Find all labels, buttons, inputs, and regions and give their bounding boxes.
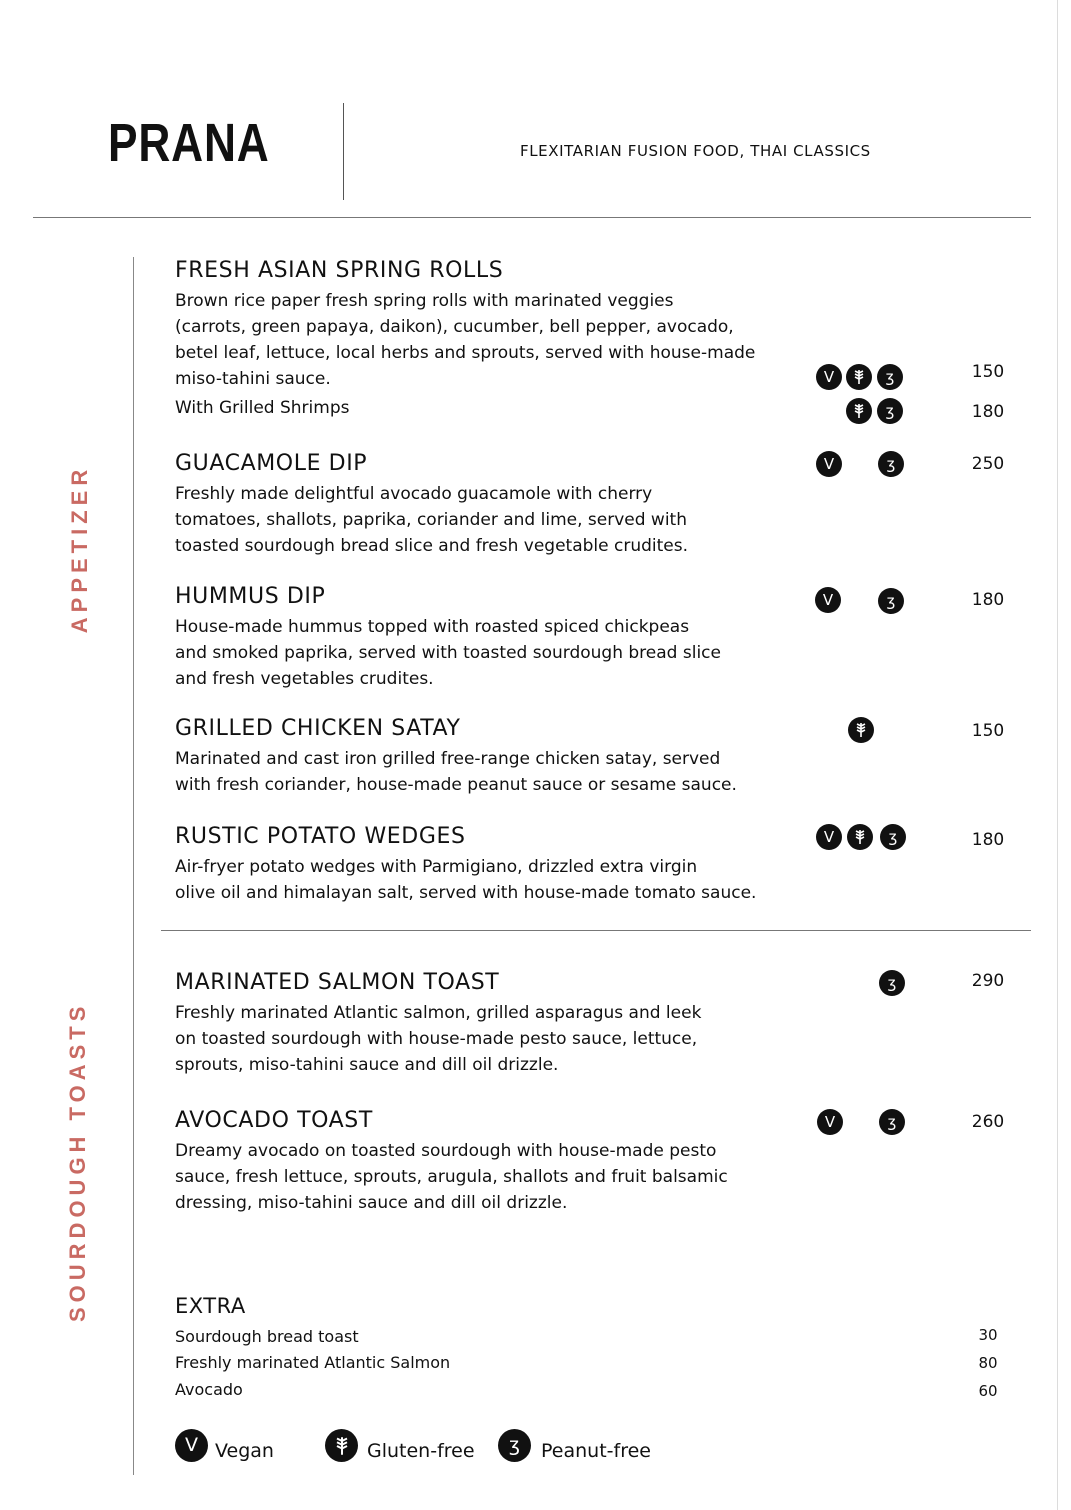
extra-title: EXTRA [175,1294,246,1318]
extra-item-name: Avocado [175,1380,243,1399]
item-description: Freshly marinated Atlantic salmon, grilled asparagus and leek on toasted sourdough with house-made pesto sauce, lettuce, sprouts, miso-tahini sauce and dill oil drizzle. [175,1003,702,1075]
peanut-free-icon: ʒ [877,398,903,424]
item-title: GRILLED CHICKEN SATAY [175,716,461,741]
section-vertical-rule [133,257,134,1475]
item-title: AVOCADO TOAST [175,1108,373,1133]
gluten-free-icon [846,364,872,390]
brand-logo: PRANA [108,113,270,173]
extra-item-price: 30 [978,1326,998,1344]
extra-item-name: Sourdough bread toast [175,1327,359,1346]
page-edge [1057,0,1058,1510]
gluten-free-icon [847,824,873,850]
item-title: HUMMUS DIP [175,584,326,609]
section-label-sourdough-toasts: SOURDOUGH TOASTS [65,1001,90,1322]
peanut-free-icon: ʒ [878,588,904,614]
gluten-free-icon [846,398,872,424]
vegan-icon: V [816,824,842,850]
item-variant-label: With Grilled Shrimps [175,398,350,418]
item-description: Freshly made delightful avocado guacamole with cherry tomatoes, shallots, paprika, coriander and lime, served with toasted sourdough bread slice and fresh vegetable crudites. [175,484,689,556]
extra-item-name: Freshly marinated Atlantic Salmon [175,1353,451,1372]
item-description: Dreamy avocado on toasted sourdough with house-made pesto sauce, fresh lettuce, sprouts, arugula, shallots and fruit balsamic dressing, miso-tahini sauce and dill oil drizzle. [175,1141,728,1213]
item-title: GUACAMOLE DIP [175,451,368,476]
item-description: Marinated and cast iron grilled free-range chicken satay, served with fresh coriander, house-made peanut sauce or sesame sauce. [175,749,737,795]
item-price: 250 [971,454,1005,474]
legend-gluten-free-icon [325,1429,358,1462]
extra-item-price: 80 [978,1354,998,1372]
legend-vegan-icon: V [175,1429,208,1462]
peanut-free-icon: ʒ [879,1109,905,1135]
header-divider [343,103,344,200]
item-title: RUSTIC POTATO WEDGES [175,824,466,849]
item-title: FRESH ASIAN SPRING ROLLS [175,258,504,283]
tagline: FLEXITARIAN FUSION FOOD, THAI CLASSICS [520,142,871,160]
gluten-free-icon [848,717,874,743]
item-price: 150 [971,721,1005,741]
item-description: Air-fryer potato wedges with Parmigiano, drizzled extra virgin olive oil and himalayan salt, served with house-made tomato sauce. [175,857,757,903]
item-description: Brown rice paper fresh spring rolls with marinated veggies (carrots, green papaya, daikon), cucumber, bell pepper, avocado, betel leaf, lettuce, local herbs and sprouts, served with house-made miso-tahini sauce. [175,291,756,389]
item-price: 290 [971,971,1005,991]
section-divider [161,930,1031,931]
vegan-icon: V [815,587,841,613]
peanut-free-icon: ʒ [880,824,906,850]
item-price: 180 [971,590,1005,610]
legend-vegan-label: Vegan [215,1440,274,1462]
peanut-free-icon: ʒ [877,364,903,390]
peanut-free-icon: ʒ [879,970,905,996]
peanut-free-icon: ʒ [878,451,904,477]
item-price: 180 [971,830,1005,850]
legend-peanut-free-label: Peanut-free [541,1440,651,1462]
vegan-icon: V [817,1109,843,1135]
item-title: MARINATED SALMON TOAST [175,970,500,995]
vegan-icon: V [816,364,842,390]
item-description: House-made hummus topped with roasted spiced chickpeas and smoked paprika, served with toasted sourdough bread slice and fresh vegetables crudites. [175,617,721,689]
item-price: 150 [971,362,1005,382]
legend-peanut-free-icon: ʒ [498,1429,531,1462]
item-variant-price: 180 [971,402,1005,422]
item-price: 260 [971,1112,1005,1132]
section-label-appetizer: APPETIZER [67,464,92,634]
legend-gluten-free-label: Gluten-free [367,1440,475,1462]
extra-item-price: 60 [978,1382,998,1400]
header-rule [33,217,1031,218]
vegan-icon: V [816,451,842,477]
